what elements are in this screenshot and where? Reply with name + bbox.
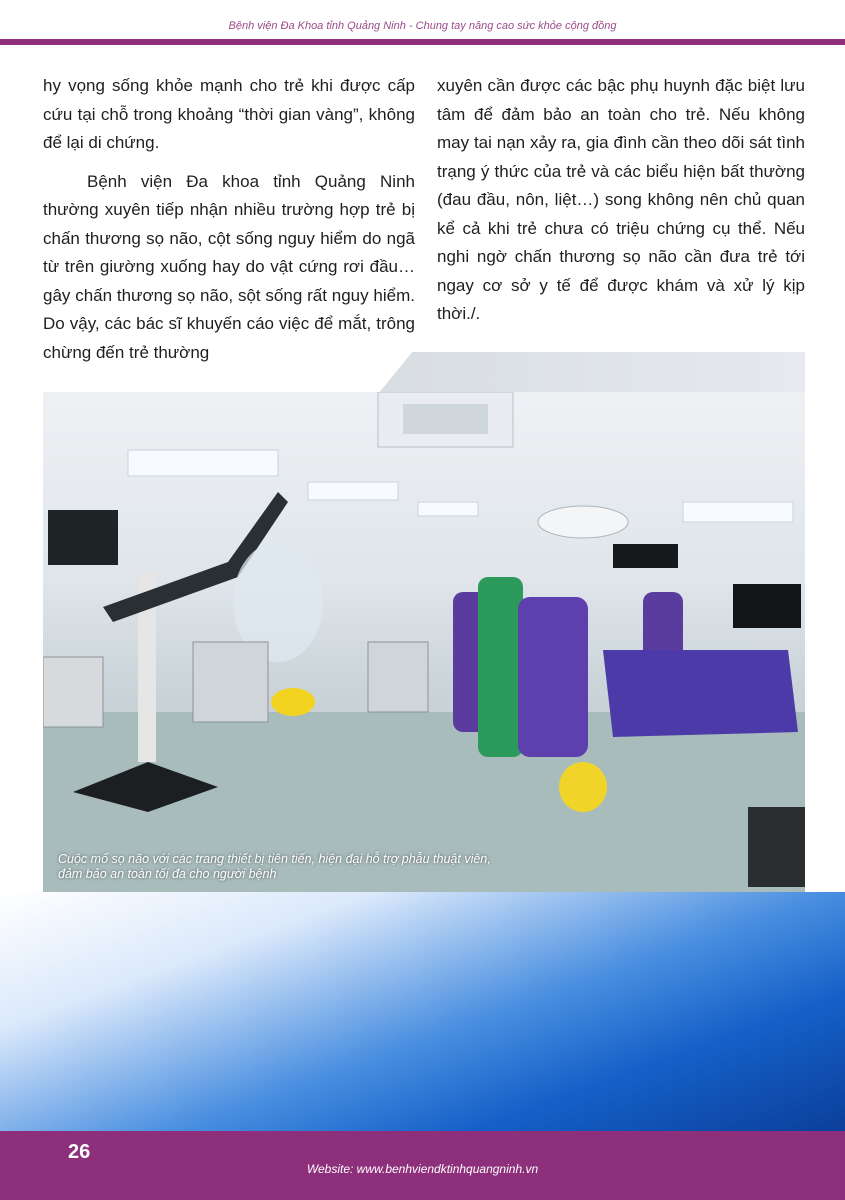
- instrument-cart: [193, 642, 268, 722]
- ceiling-light: [128, 450, 278, 476]
- header-title: Bệnh viện Đa Khoa tỉnh Quảng Ninh - Chung tay nâng cao sức khỏe cộng đồng: [228, 20, 617, 32]
- surgical-light: [538, 506, 628, 538]
- article-column-left: [43, 72, 415, 367]
- photo-caption: Cuộc mổ sọ não với các trang thiết bị tiên tiến, hiện đại hỗ trợ phẫu thuật viên, đảm bảo an toàn tối đa cho người bệnh: [58, 852, 491, 881]
- operating-room-illustration: [43, 392, 805, 892]
- page-header: [0, 0, 845, 38]
- yellow-waste-bag: [559, 762, 607, 812]
- article-paragraph: hy vọng sống khỏe mạnh cho trẻ khi được cấp cứu tại chỗ trong khoảng “thời gian vàng”, không để lại di chứng.: [43, 76, 415, 152]
- page-number: 26: [68, 1141, 91, 1163]
- decorative-light-background: [0, 892, 845, 1132]
- header-divider: [0, 39, 845, 45]
- monitor: [48, 510, 118, 565]
- ceiling-light: [683, 502, 793, 522]
- surgery-photo: [43, 392, 805, 892]
- instrument-cart: [368, 642, 428, 712]
- surgeon: [478, 577, 523, 757]
- wall-monitor: [733, 584, 801, 628]
- article-paragraph: Bệnh viện Đa khoa tỉnh Quảng Ninh thường xuyên tiếp nhận nhiều trường hợp trẻ bị chấn thương sọ não, cột sống nguy hiểm do ngã từ trên giường xuống hay do vật cứng rơi đầu… gây chấn thương sọ não, sột sống rất nguy hiểm. Do vậy, các bác sĩ khuyến cáo việc để mắt, trông chừng đến trẻ thường: [43, 171, 415, 362]
- article-column-right: [437, 72, 805, 329]
- ceiling-light: [418, 502, 478, 516]
- ceiling-monitor: [613, 544, 678, 568]
- air-conditioner-vent: [403, 404, 488, 434]
- surgeon: [518, 597, 588, 757]
- yellow-waste-bag: [271, 688, 315, 716]
- instrument-cart: [43, 657, 103, 727]
- ceiling-light: [308, 482, 398, 500]
- photo-ceiling-extension: [378, 352, 805, 394]
- draped-operating-table: [603, 650, 798, 737]
- footer-website: Website: www.benhviendktinhquangninh.vn: [306, 1162, 539, 1176]
- equipment-box: [748, 807, 805, 887]
- article-paragraph: xuyên cần được các bậc phụ huynh đặc biệt lưu tâm để đảm bảo an toàn cho trẻ. Nếu không may tai nạn xảy ra, gia đình cần theo dõi sát tình trạng ý thức của trẻ và các biểu hiện bất thường (đau đầu, nôn, liệt…) song không nên chủ quan kể cả khi trẻ chưa có triệu chứng cụ thể. Nếu nghi ngờ chấn thương sọ não cần đưa trẻ tới ngay cơ sở y tế để được khám và xử lý kịp thời./.: [437, 76, 805, 323]
